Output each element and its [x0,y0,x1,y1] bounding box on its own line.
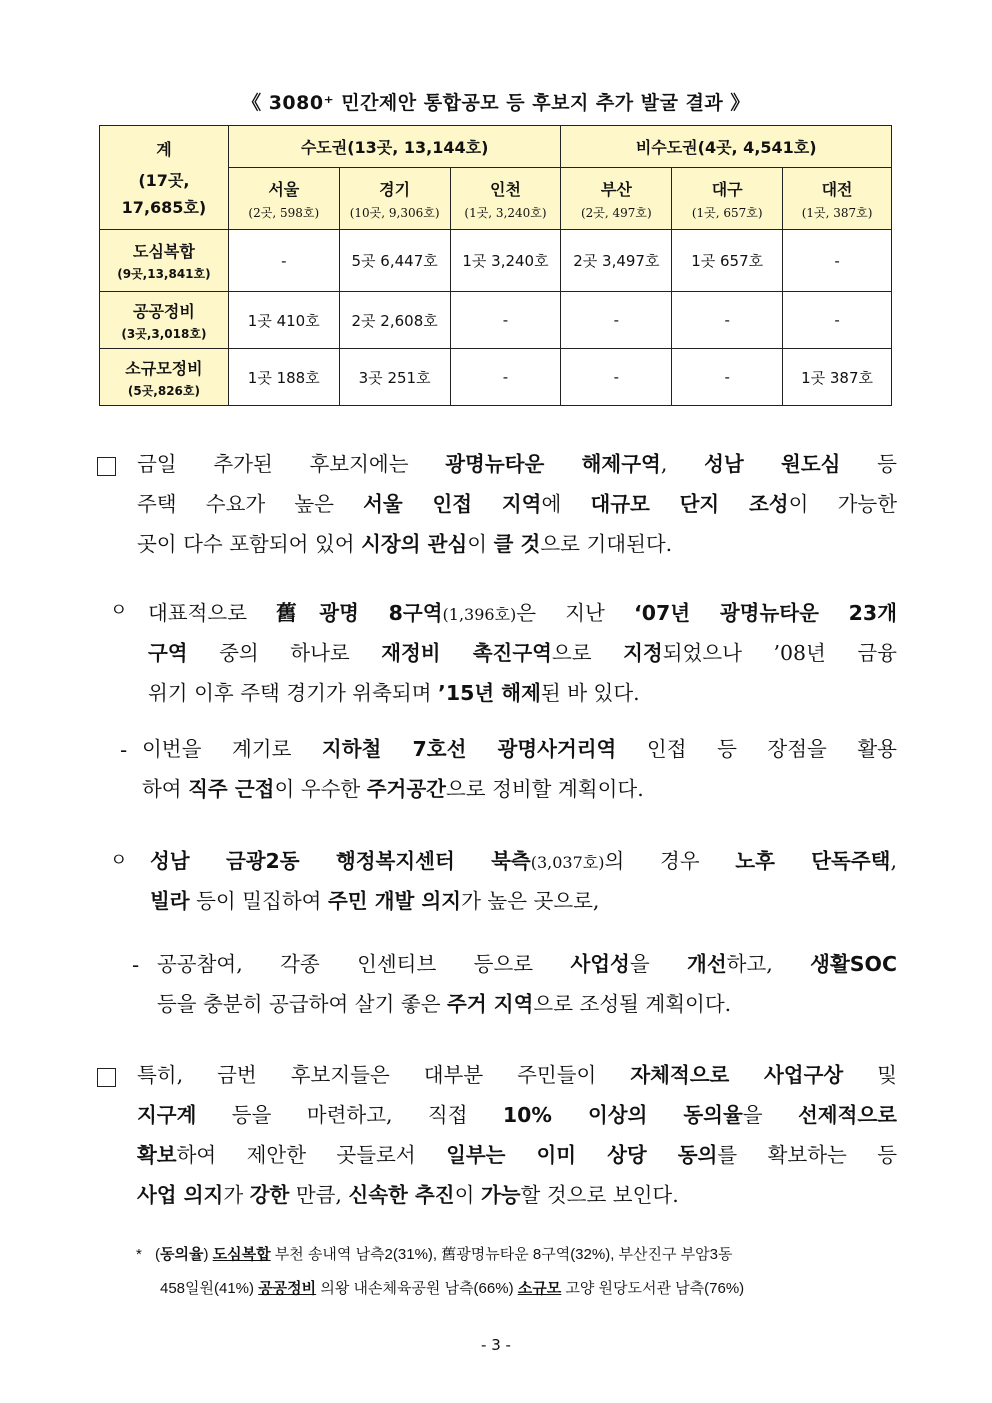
total-header-cell [100,126,229,230]
text: , [890,849,897,873]
region-sub: (1곳, 387호) [801,205,873,220]
region-name: 경기 [379,179,411,199]
region-name: 인천 [490,179,521,199]
region-header-daegu [672,168,783,230]
row-name: 공공정비 [133,301,195,321]
text: (1,396호) [442,605,517,624]
paragraph-2-line-3 [148,673,897,713]
bold-text: 성남 원도심 [704,452,841,476]
text: 고양 원당도서관 남측(76%) [561,1280,745,1297]
bold-text: 사업 의지 [137,1183,224,1207]
paragraph-3-line-1 [142,729,897,769]
text: ) [203,1246,213,1263]
table-row [100,349,892,406]
text: ( [155,1246,160,1263]
table-cell: 1곳 410호 [228,292,339,349]
text: 된 바 있다. [540,681,640,705]
text: 만큼, [289,1183,349,1207]
text: 을 [629,952,688,976]
bold-text: 주거 지역 [447,992,534,1016]
bold-text: 일부는 이미 상당 동의 [446,1143,718,1167]
bold-text: 舊광명 8구역 [276,601,443,625]
paragraph-2-line-2 [148,633,897,673]
bold-text: 광명뉴타운 해제구역 [445,452,661,476]
bold-text: 생활SOC [810,952,897,976]
row-name: 소규모정비 [125,358,203,378]
bold-text: 주민 개발 의지 [327,889,462,913]
bold-text: 개선 [687,952,727,976]
dash-bullet: - [120,738,128,762]
paragraph-6-line-2 [137,1095,897,1135]
underlined-text: 공공정비 [258,1280,317,1297]
table-cell: - [450,292,561,349]
text: 할 것으로 보인다. [520,1183,679,1207]
total-sub1: (17곳, [138,171,190,190]
row-sub: (5곳,826호) [127,383,200,398]
bold-text: ’15년 해제 [438,681,541,705]
table-cell: - [783,230,892,292]
region-sub: (10곳, 9,306호) [349,205,440,220]
paragraph-5-line-2 [157,984,897,1024]
text: 를 확보하는 등 [717,1143,898,1167]
text: 가 높은 곳으로, [461,889,600,913]
text: 가 [223,1183,250,1207]
text: 의 경우 [604,849,736,873]
bold-text: 확보 [137,1143,177,1167]
bold-text: 강한 [249,1183,290,1207]
text: 은 지난 [516,601,634,625]
region-sub: (2곳, 598호) [248,205,320,220]
paragraph-4-line-1 [150,841,897,883]
text: 하여 제안한 곳들로서 [176,1143,447,1167]
text: 되었으나 ’08년 금융 [662,641,897,665]
table-cell: 3곳 251호 [339,349,450,406]
paragraph-2-line-1 [148,593,897,635]
bold-text: 시장의 관심 [361,532,468,556]
table-cell: - [450,349,561,406]
region-name: 대전 [821,179,853,199]
text: 이번을 계기로 [142,737,322,761]
paragraph-3-line-2 [142,769,897,809]
text: 등 [840,452,897,476]
table-cell: - [228,230,339,292]
text: , [660,452,705,476]
text: 하고, [726,952,811,976]
row-header [100,292,229,349]
region-name: 서울 [268,179,300,199]
text: 에 [541,492,591,516]
region-sub: (1곳, 3,240호) [464,205,547,220]
checkbox-bullet [97,457,116,476]
text: 하여 [142,777,189,801]
table-cell: 5곳 6,447호 [339,230,450,292]
paragraph-1-line-1 [137,444,897,484]
footnote-star: * [136,1246,142,1263]
candidate-site-table [99,125,892,406]
noncapital-header: 비수도권(4곳, 4,541호) [561,126,892,168]
bold-text: ‘07년 광명뉴타운 23개 [634,601,897,625]
bold-text: 빌라 [150,889,190,913]
text: 공공참여, 각종 인센티브 등으로 [157,952,571,976]
capital-header: 수도권(13곳, 13,144호) [228,126,561,168]
region-header-daejeon [783,168,892,230]
row-sub: (9곳,13,841호) [117,267,211,281]
table-cell: - [561,349,672,406]
table-row [100,230,892,292]
total-sub2: 17,685호) [121,198,207,217]
text: 중의 하나로 [187,641,382,665]
text: 으로 [551,641,624,665]
region-header-busan [561,168,672,230]
bold-text: 구역 [148,641,188,665]
region-name: 대구 [711,179,743,199]
paragraph-6-line-4 [137,1175,897,1215]
checkbox-bullet [97,1068,116,1087]
paragraph-4-line-2 [150,881,897,921]
paragraph-6-line-1 [137,1055,897,1095]
bold-text: 동의율 [160,1246,204,1263]
table-cell: 2곳 3,497호 [561,230,672,292]
text: 이 [467,532,494,556]
total-label: 계 [156,140,172,159]
text: 458일원(41%) [160,1280,259,1297]
text: 대표적으로 [148,601,277,625]
table-cell: - [783,292,892,349]
text: 등이 밀집하여 [189,889,328,913]
region-header-incheon [450,168,561,230]
row-name: 도심복합 [133,242,195,261]
circle-bullet: ㅇ [110,600,128,621]
bold-text: 노후 단독주택 [735,849,891,873]
footnote-line-2 [160,1274,900,1304]
bold-text: 지구계 [137,1103,197,1127]
text: 이 가능한 [788,492,897,516]
table-cell: 1곳 387호 [783,349,892,406]
region-header-seoul [228,168,339,230]
text: 으로 기대된다. [540,532,673,556]
bold-text: 선제적으로 [797,1103,897,1127]
footnote-line-1 [155,1240,900,1270]
table-cell: - [561,292,672,349]
paragraph-1-line-3 [137,524,897,564]
text: (3,037호) [530,853,605,872]
text: 금일 추가된 후보지에는 [137,452,446,476]
bold-text: 재정비 촉진구역 [381,641,552,665]
bold-text: 자체적으로 사업구상 [630,1063,844,1087]
text: 이 [454,1183,481,1207]
row-header [100,349,229,406]
text: 주택 수요가 높은 [137,492,364,516]
text: 이 우수한 [274,777,367,801]
region-header-gyeonggi [339,168,450,230]
page-number: - 3 - [481,1336,511,1354]
bold-text: 성남 금광2동 행정복지센터 북측 [150,849,531,873]
bold-text: 지정 [623,641,663,665]
text: 으로 조성될 계획이다. [533,992,732,1016]
underlined-text: 소규모 [517,1280,562,1297]
table-cell: 1곳 188호 [228,349,339,406]
text: 등을 충분히 공급하여 살기 좋은 [157,992,448,1016]
table-cell: 1곳 657호 [672,230,783,292]
table-title: 《 3080⁺ 민간제안 통합공모 등 후보지 추가 발굴 결과 》 [242,92,750,114]
text: 및 [843,1063,897,1087]
dash-bullet: - [132,953,140,977]
region-sub: (2곳, 497호) [580,205,652,220]
row-header [100,230,229,292]
region-name: 부산 [600,179,632,199]
paragraph-6-line-3 [137,1135,897,1175]
table-cell: 2곳 2,608호 [339,292,450,349]
bold-text: 사업성 [570,952,630,976]
bold-text: 10% 이상의 동의율 [502,1103,743,1127]
paragraph-1-line-2 [137,484,897,524]
text: 부천 송내역 남측2(31%), 舊광명뉴타운 8구역(32%), 부산진구 부암3동 [270,1246,733,1263]
underlined-text: 도심복합 [212,1246,271,1263]
bold-text: 대규모 단지 조성 [590,492,789,516]
table-cell: 1곳 3,240호 [450,230,561,292]
text: 등을 마련하고, 직접 [196,1103,503,1127]
bold-text: 직주 근접 [188,777,275,801]
text: 의왕 내손체육공원 남측(66%) [316,1280,518,1297]
bold-text: 서울 인접 지역 [363,492,542,516]
bold-text: 신속한 추진 [348,1183,455,1207]
bold-text: 주거공간 [366,777,446,801]
bold-text: 가능 [480,1183,521,1207]
text: 곳이 다수 포함되어 있어 [137,532,362,556]
table-row [100,292,892,349]
text: 특히, 금번 후보지들은 대부분 주민들이 [137,1063,631,1087]
text: 인접 등 장점을 활용 [616,737,897,761]
table-cell: - [672,292,783,349]
text: 으로 정비할 계획이다. [445,777,644,801]
region-sub: (1곳, 657호) [691,205,763,220]
bold-text: 지하철 7호선 광명사거리역 [321,737,617,761]
text: 을 [742,1103,798,1127]
table-cell: - [672,349,783,406]
text: 위기 이후 주택 경기가 위축되며 [148,681,439,705]
row-sub: (3곳,3,018호) [121,326,207,341]
circle-bullet: ㅇ [110,850,128,871]
bold-text: 클 것 [493,532,541,556]
paragraph-5-line-1 [157,944,897,984]
